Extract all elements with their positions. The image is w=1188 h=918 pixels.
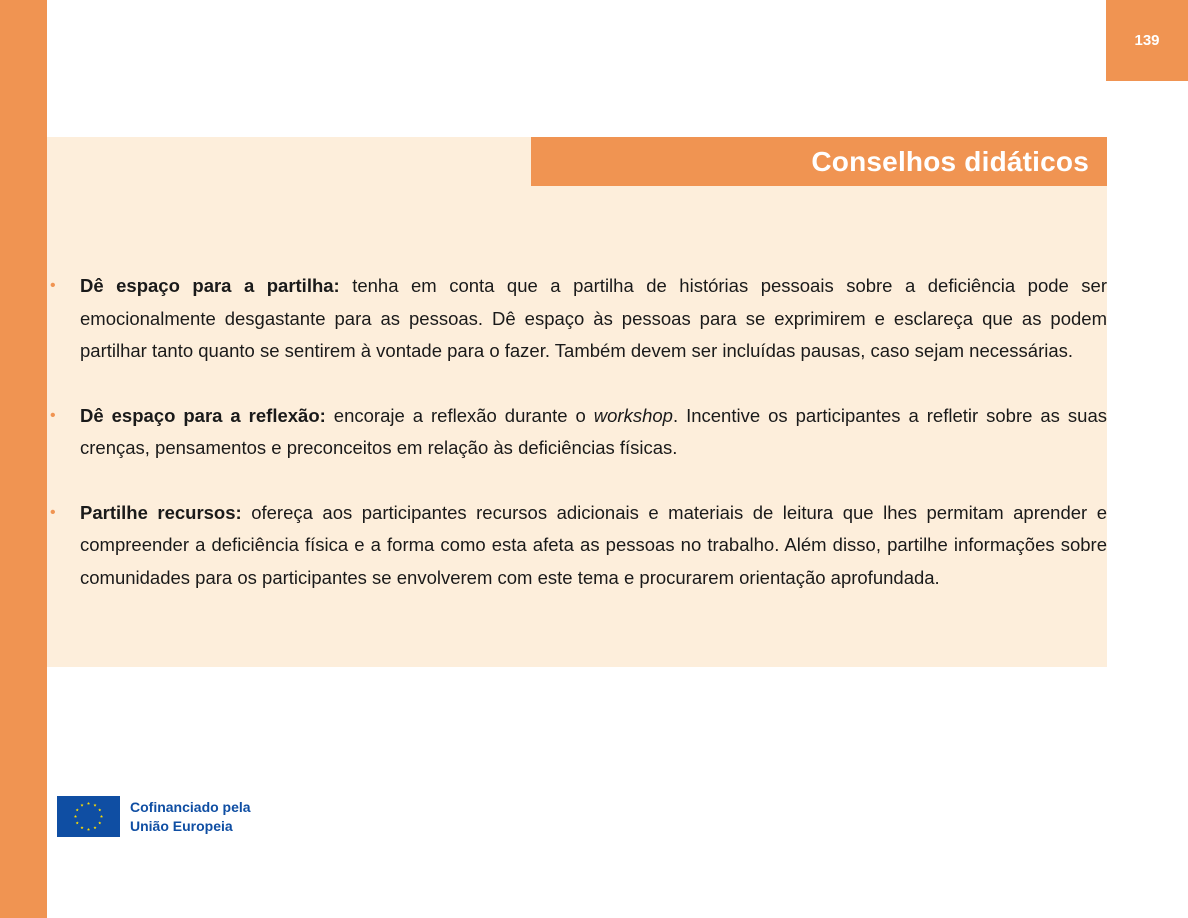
bullet-text: tenha em conta que a partilha de histórias pessoais sobre a deficiência pode ser emocionalmente desgastante para as pessoas. Dê espaço às pessoas para se exprimirem e esclareça que as podem partilhar tanto quanto se sentirem à vontade para o fazer. Também devem ser incluídas pausas, caso sejam necessárias.: [80, 275, 1107, 361]
bullet-text: . Incentive os participantes a refletir sobre as suas crenças, pensamentos e preconceitos em relação às deficiências físicas.: [80, 404, 1107, 458]
bullet-lead: Dê espaço para a partilha:: [80, 275, 340, 296]
tips-list: [47, 270, 1107, 594]
page-number-badge: [1106, 0, 1188, 81]
bullet-emphasis: workshop: [593, 404, 673, 426]
list-item: [47, 270, 1107, 368]
left-accent-bar: [0, 0, 47, 918]
eu-flag-icon: [57, 796, 120, 837]
bullet-lead: Dê espaço para a reflexão:: [80, 404, 326, 426]
bullet-icon: •: [50, 406, 56, 424]
section-title: Conselhos didáticos: [811, 145, 1089, 177]
bullet-text: ofereça aos participantes recursos adicionais e materiais de leitura que lhes permitam aprender e compreender a deficiência física e a forma como esta afeta as pessoas no trabalho. Além disso, partilhe informações sobre comunidades para os participantes se envolverem com este tema e procurarem orientação aprofundada.: [80, 501, 1107, 588]
eu-cofunding-logo: [57, 796, 251, 837]
bullet-text: encoraje a reflexão durante o: [325, 404, 594, 426]
page-number: 139: [1134, 32, 1160, 49]
section-title-bar: [531, 137, 1107, 186]
eu-text-line2: União Europeia: [130, 817, 233, 834]
list-item: [47, 400, 1107, 465]
eu-cofunding-text: [130, 798, 251, 836]
bullet-lead: Partilhe recursos:: [80, 501, 242, 523]
bullet-icon: •: [50, 277, 56, 294]
eu-text-line1: Cofinanciado pela: [130, 798, 251, 815]
bullet-icon: •: [50, 503, 56, 521]
list-item: [47, 497, 1107, 595]
